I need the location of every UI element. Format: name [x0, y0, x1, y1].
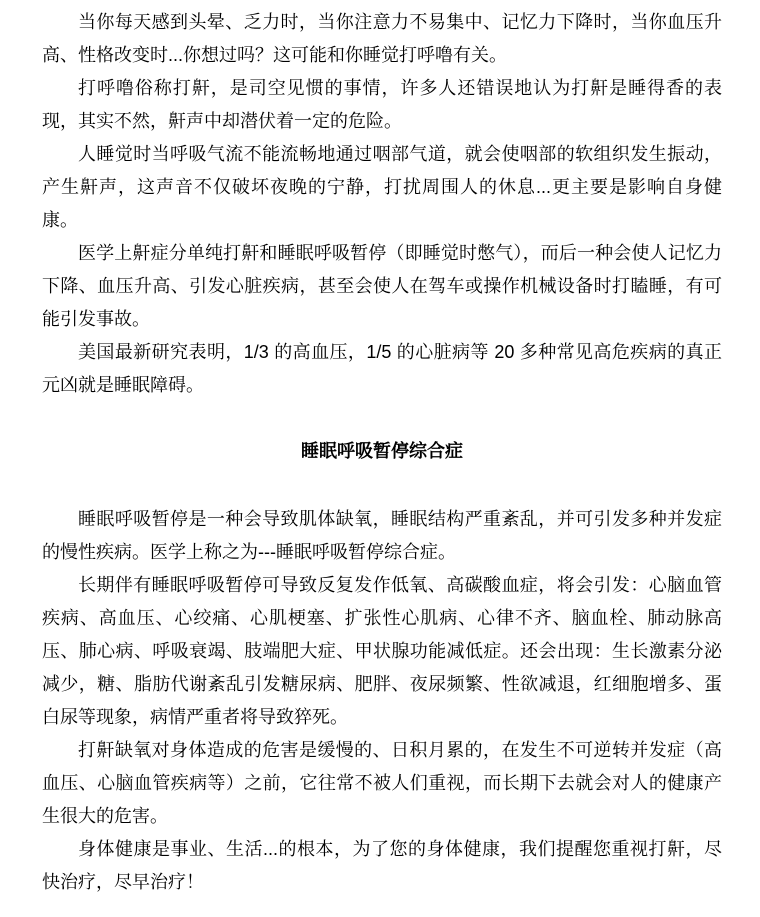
- intro-paragraph-3: 人睡觉时当呼吸气流不能流畅地通过咽部气道，就会使咽部的软组织发生振动，产生鼾声，这声音不仅破坏夜晚的宁静，打扰周围人的休息...更主要是影响自身健康。: [42, 144, 722, 230]
- section-paragraph-3: 打鼾缺氧对身体造成的危害是缓慢的、日积月累的，在发生不可逆转并发症（高血压、心脑血管疾病等）之前，它往常不被人们重视，而长期下去就会对人的健康产生很大的危害。: [42, 740, 722, 826]
- section-paragraph-4: 身体健康是事业、生活...的根本，为了您的身体健康，我们提醒您重视打鼾，尽快治疗，尽早治疗！: [42, 839, 722, 892]
- intro-paragraph-4: 医学上鼾症分单纯打鼾和睡眠呼吸暂停（即睡觉时憋气），而后一种会使人记忆力下降、血压升高、引发心脏疾病，甚至会使人在驾车或操作机械设备时打瞌睡，有可能引发事故。: [42, 243, 722, 329]
- intro-paragraph-5: 美国最新研究表明，1/3 的高血压，1/5 的心脏病等 20 多种常见高危疾病的真正元凶就是睡眠障碍。: [42, 342, 722, 395]
- section-heading: 睡眠呼吸暂停综合症: [301, 441, 463, 461]
- intro-paragraph-1: 当你每天感到头晕、乏力时，当你注意力不易集中、记忆力下降时，当你血压升高、性格改变时...你想过吗？这可能和你睡觉打呼噜有关。: [42, 12, 722, 65]
- section-paragraph-2: 长期伴有睡眠呼吸暂停可导致反复发作低氧、高碳酸血症，将会引发：心脑血管疾病、高血压、心绞痛、心肌梗塞、扩张性心肌病、心律不齐、脑血栓、肺动脉高压、肺心病、呼吸衰竭、肢端肥大症、甲状腺功能减低症。还会出现：生长激素分泌减少，糖、脂肪代谢紊乱引发糖尿病、肥胖、夜尿频繁、性欲减退，红细胞增多、蛋白尿等现象，病情严重者将导致猝死。: [42, 575, 722, 727]
- section-paragraph-1: 睡眠呼吸暂停是一种会导致肌体缺氧，睡眠结构严重紊乱，并可引发多种并发症的慢性疾病。医学上称之为---睡眠呼吸暂停综合症。: [42, 509, 722, 562]
- intro-paragraph-2: 打呼噜俗称打鼾，是司空见惯的事情，许多人还错误地认为打鼾是睡得香的表现，其实不然，鼾声中却潜伏着一定的危险。: [42, 78, 722, 131]
